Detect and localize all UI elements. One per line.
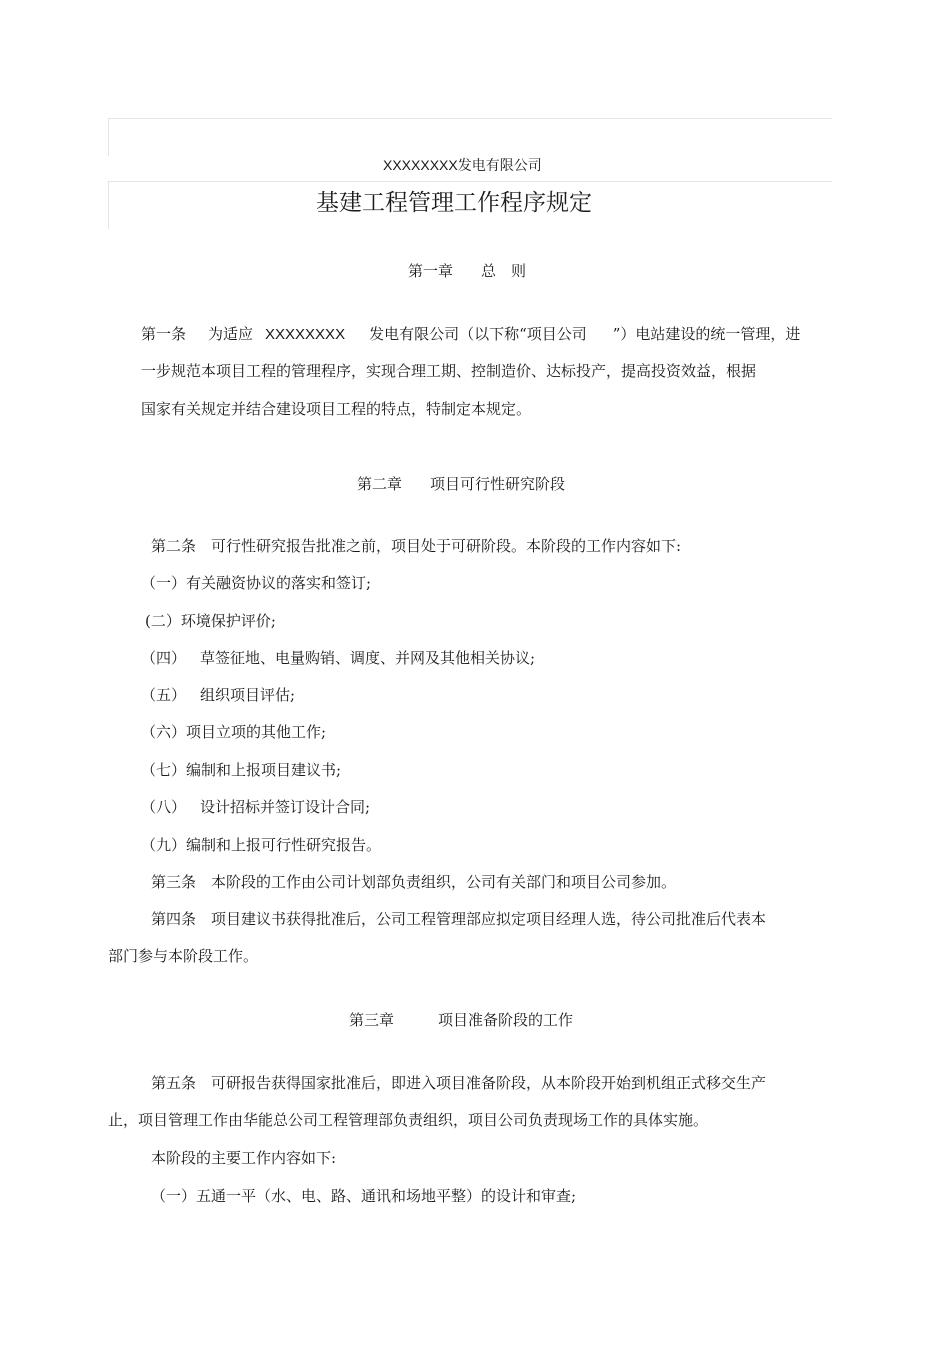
article-1-part-2: 发电有限公司（以下称“项目公司 <box>369 325 587 343</box>
list-item: （九）编制和上报可行性研究报告。 <box>141 836 382 854</box>
chapter-1-heading <box>408 261 526 281</box>
list-item: （八） 设计招标并签订设计合同; <box>141 798 371 816</box>
list-item: (二）环境保护评价; <box>145 612 276 630</box>
header-middle-rule <box>108 181 832 182</box>
article-1-line-3: 国家有关规定并结合建设项目工程的特点，特制定本规定。 <box>141 400 532 418</box>
article-4-line-2: 部门参与本阶段工作。 <box>108 947 259 965</box>
header-top-rule <box>108 118 832 119</box>
article-4-line-1: 第四条 项目建议书获得批准后，公司工程管理部应拟定项目经理人选，待公司批准后代表本 <box>151 910 767 928</box>
article-1-part-3: ”）电站建设的统一管理，进 <box>612 325 801 343</box>
main-content-intro: 本阶段的主要工作内容如下: <box>151 1149 337 1167</box>
list-item: （六）项目立项的其他工作; <box>141 723 327 741</box>
article-1-line-2: 一步规范本项目工程的管理程序，实现合理工期、控制造价、达标投产，提高投资效益，根据 <box>141 362 757 380</box>
chapter-2-number: 第二章 <box>357 475 403 493</box>
article-1-part-1: 为适应 <box>208 325 254 343</box>
chapter-3-number: 第三章 <box>349 1011 395 1029</box>
chapter-1-number: 第一章 <box>408 262 454 280</box>
header-left-rule-upper <box>108 118 109 156</box>
article-1-line-1 <box>141 324 800 345</box>
chapter-3-title: 项目准备阶段的工作 <box>438 1011 574 1029</box>
document-title: 基建工程管理工作程序规定 <box>316 190 592 216</box>
company-name: XXXXXXXX发电有限公司 <box>383 157 542 173</box>
chapter-1-title: 总 则 <box>481 262 527 280</box>
list-item: （五） 组织项目评估; <box>141 686 296 704</box>
list-item: （四） 草签征地、电量购销、调度、并网及其他相关协议; <box>141 649 536 667</box>
article-3: 第三条 本阶段的工作由公司计划部负责组织，公司有关部门和项目公司参加。 <box>151 873 677 891</box>
article-2: 第二条 可行性研究报告批准之前，项目处于可研阶段。本阶段的工作内容如下: <box>151 537 682 555</box>
article-1-company-code: XXXXXXXX <box>265 326 346 343</box>
chapter-2-heading <box>357 474 565 494</box>
article-1-label: 第一条 <box>141 325 187 343</box>
chapter-2-title: 项目可行性研究阶段 <box>430 475 566 493</box>
header-left-rule-lower <box>108 181 109 229</box>
list-item: （一）有关融资协议的落实和签订; <box>141 574 372 592</box>
list-item: （一）五通一平（水、电、路、通讯和场地平整）的设计和审查; <box>151 1187 577 1205</box>
article-5-line-1: 第五条 可研报告获得国家批准后，即进入项目准备阶段，从本阶段开始到机组正式移交生产 <box>151 1074 767 1092</box>
list-item: （七）编制和上报项目建议书; <box>141 761 342 779</box>
chapter-3-heading <box>349 1010 573 1030</box>
article-5-line-2: 止，项目管理工作由华能总公司工程管理部负责组织，项目公司负责现场工作的具体实施。 <box>108 1111 709 1129</box>
